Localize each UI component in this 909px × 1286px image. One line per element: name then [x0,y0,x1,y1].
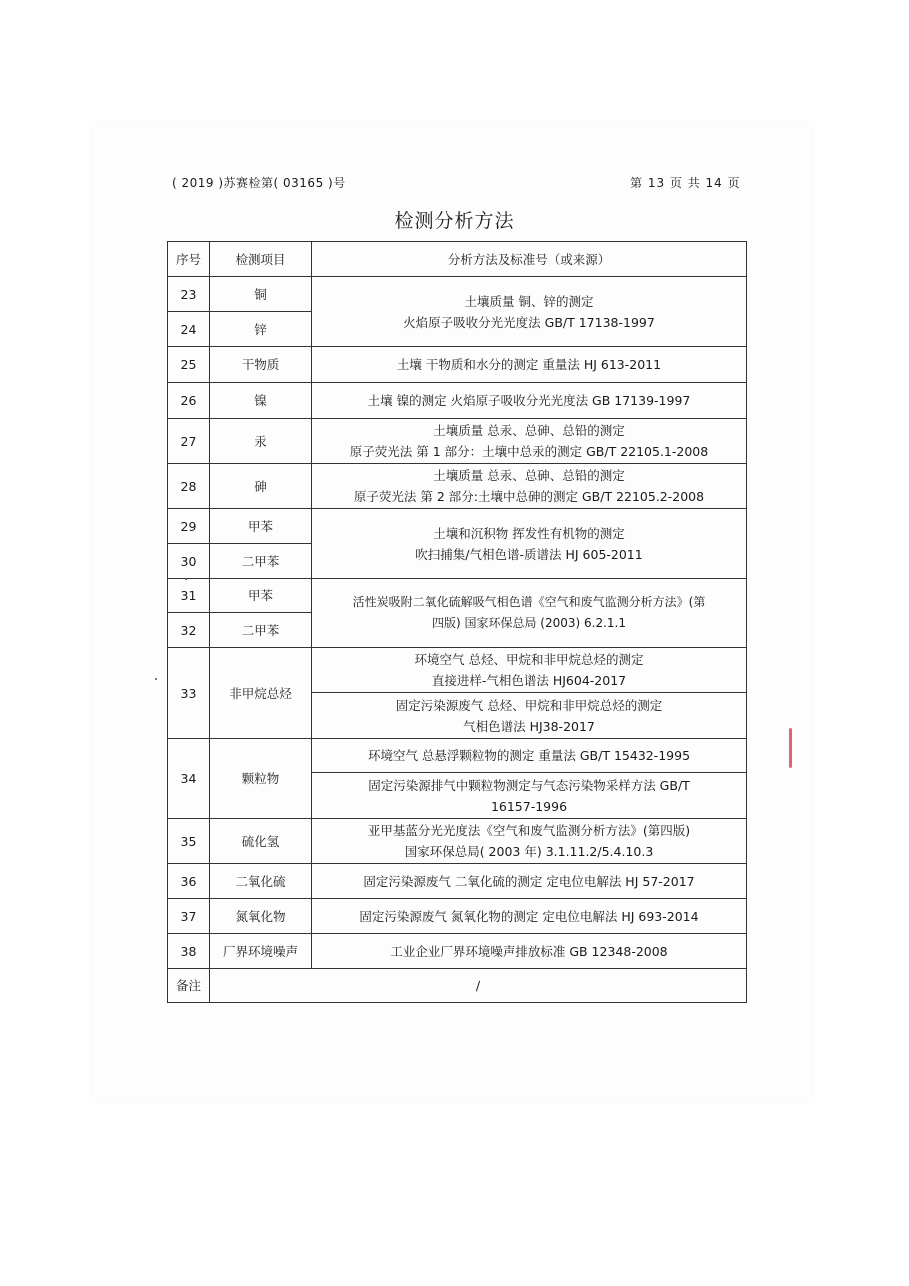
row-method: 土壤 镍的测定 火焰原子吸收分光光度法 GB 17139-1997 [312,383,747,419]
table-row [168,864,747,899]
method-line: 活性炭吸附二氧化硫解吸气相色谱《空气和废气监测分析方法》(第 [352,595,706,609]
row-item: 二甲苯 [210,613,312,648]
row-no: 28 [168,464,210,509]
row-item: 甲苯 [210,509,312,544]
scan-speck [155,678,157,680]
row-item: 砷 [210,464,312,509]
remark-value: / [210,969,747,1003]
method-line: 直接进样-气相色谱法 HJ604-2017 [431,673,627,688]
table-row [168,579,747,613]
row-item: 二甲苯 [210,544,312,579]
method-line: 吹扫捕集/气相色谱-质谱法 HJ 605-2011 [415,546,643,562]
table-header-row [168,242,747,277]
table-row [168,419,747,464]
row-method [312,693,747,739]
method-line: 四版) 国家环保总局 (2003) 6.2.1.1 [431,616,626,630]
row-no: 31 [168,579,210,613]
row-item: 镍 [210,383,312,419]
row-method: 环境空气 总悬浮颗粒物的测定 重量法 GB/T 15432-1995 [312,739,747,773]
row-no: 29 [168,509,210,544]
row-no: 36 [168,864,210,899]
method-line: 亚甲基蓝分光光度法《空气和废气监测分析方法》(第四版) [367,823,691,838]
scan-speck [185,578,187,580]
table-row [168,739,747,773]
method-line: 原子荧光法 第 2 部分:土壤中总砷的测定 GB/T 22105.2-2008 [353,489,705,504]
row-no: 37 [168,899,210,934]
row-no: 25 [168,347,210,383]
method-line: 固定污染源废气 总烃、甲烷和非甲烷总烃的测定 [395,697,663,713]
row-item: 甲苯 [210,579,312,613]
row-item: 汞 [210,419,312,464]
row-no: 35 [168,819,210,864]
row-no: 38 [168,934,210,969]
method-line: 气相色谱法 HJ38-2017 [463,718,595,734]
row-method [312,773,747,819]
method-line: 土壤和沉积物 挥发性有机物的测定 [433,525,625,541]
row-method [312,464,747,509]
remark-label: 备注 [168,969,210,1003]
row-no: 32 [168,613,210,648]
row-item: 氮氧化物 [210,899,312,934]
row-item: 颗粒物 [210,739,312,819]
method-line: 环境空气 总烃、甲烷和非甲烷总烃的测定 [414,652,644,667]
method-line: 火焰原子吸收分光光度法 GB/T 17138-1997 [403,314,655,330]
row-method [312,277,747,347]
row-method [312,648,747,693]
table-row [168,464,747,509]
row-method: 土壤 干物质和水分的测定 重量法 HJ 613-2011 [312,347,747,383]
page-title: 检测分析方法 [394,210,515,232]
table-row [168,899,747,934]
row-no: 23 [168,277,210,312]
method-line: 土壤质量 总汞、总砷、总铅的测定 [433,468,625,483]
row-method [312,819,747,864]
row-item: 非甲烷总烃 [210,648,312,739]
row-item: 硫化氢 [210,819,312,864]
table-row [168,934,747,969]
col-header-item: 检测项目 [210,242,312,277]
row-no: 24 [168,312,210,347]
method-line: 土壤质量 总汞、总砷、总铅的测定 [433,423,625,438]
table-row [168,277,747,312]
row-no: 34 [168,739,210,819]
table-row [168,347,747,383]
row-item: 锌 [210,312,312,347]
method-line: 固定污染源排气中颗粒物测定与气态污染物采样方法 GB/T [368,777,690,793]
col-header-no: 序号 [168,242,210,277]
col-header-method: 分析方法及标准号（或来源） [312,242,747,277]
row-no: 27 [168,419,210,464]
table-row [168,648,747,693]
table-row [168,383,747,419]
report-number: ( 2019 )苏赛检第( 03165 )号 [172,176,346,190]
row-no: 30 [168,544,210,579]
method-line: 原子荧光法 第 1 部分：土壤中总汞的测定 GB/T 22105.1-2008 [349,444,709,459]
row-method: 固定污染源废气 氮氧化物的测定 定电位电解法 HJ 693-2014 [312,899,747,934]
methods-table [167,241,747,1003]
page-number: 第 13 页 共 14 页 [630,176,741,190]
row-method [312,579,747,648]
remark-row [168,969,747,1003]
row-method: 工业企业厂界环境噪声排放标准 GB 12348-2008 [312,934,747,969]
row-item: 铜 [210,277,312,312]
row-item: 二氧化硫 [210,864,312,899]
table-row [168,819,747,864]
row-no: 33 [168,648,210,739]
row-item: 厂界环境噪声 [210,934,312,969]
table-row [168,509,747,544]
method-line: 16157-1996 [490,798,568,814]
row-method [312,419,747,464]
method-line: 国家环保总局( 2003 年) 3.1.11.2/5.4.10.3 [404,844,654,859]
red-ink-mark [789,728,792,768]
row-method [312,509,747,579]
row-item: 干物质 [210,347,312,383]
method-line: 土壤质量 铜、锌的测定 [464,293,594,309]
row-method: 固定污染源废气 二氧化硫的测定 定电位电解法 HJ 57-2017 [312,864,747,899]
row-no: 26 [168,383,210,419]
